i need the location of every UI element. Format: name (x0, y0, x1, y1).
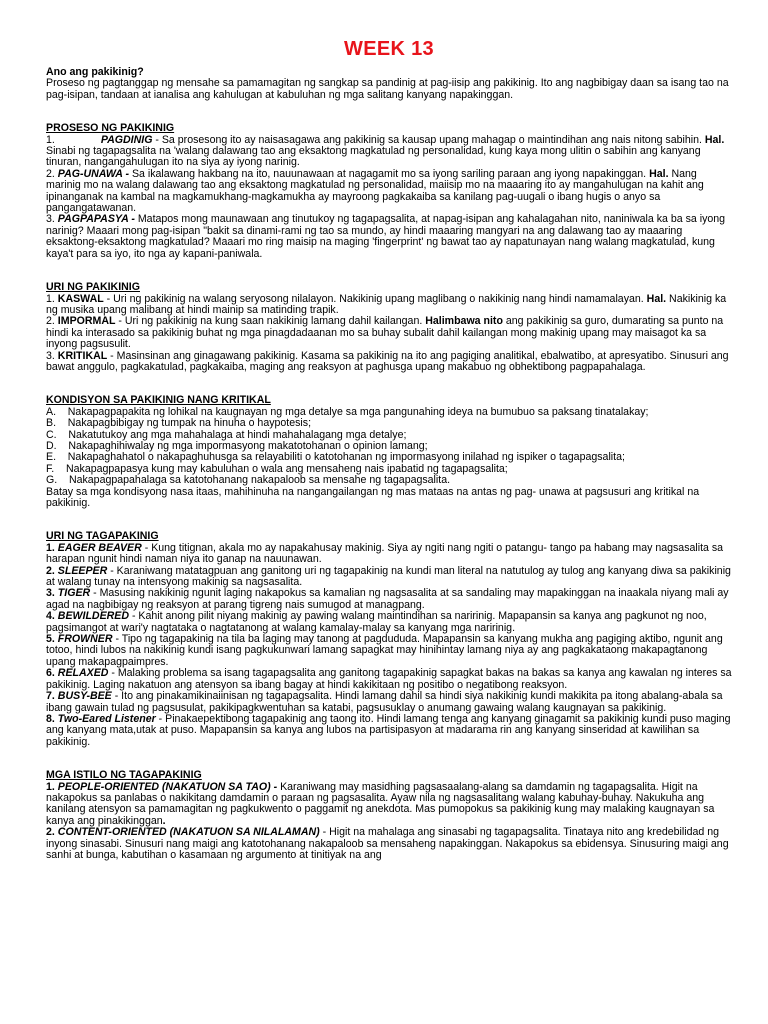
item-term: KRITIKAL (57, 349, 108, 362)
page-title: WEEK 13 (344, 38, 434, 60)
kondisyon-item: F. Nakapagpapasya kung may kabuluhan o wala ang mensaheng nais ipabatid ng tagapagsalita; (46, 462, 508, 475)
uri-tagapakinig-item (46, 714, 732, 748)
item-term: BEWILDERED (57, 610, 130, 623)
uri-pakikinig-list (46, 294, 732, 374)
uri-tagapakinig-item (46, 566, 732, 589)
intro-question: Ano ang pakikinig? (46, 66, 144, 78)
item-term: EAGER BEAVER (57, 541, 142, 554)
item-number: 1. (46, 541, 55, 554)
item-text: - Uri ng pakikinig na kung saan nakikinig lamang dahil kailangan. (115, 315, 426, 328)
item-text: - Tipo ng tagapakinig na tila ba laging may tanong at pagdududa. Mapapansin sa kanyang mukha ang pagiging aktibo, ngunit ang totoo, hindi lubos na nakikinig kundi isang pagkukunwari lamang sapagkat may hinihintay lamang niya ay ang pagkakataong makapagtanong upang makapagpaimpres. (46, 633, 723, 668)
item-number: 2. (46, 167, 55, 180)
item-text: - Karaniwang matatagpuan ang ganitong uri ng tagapakinig na kundi man literal na natutulog ay tulog ang kanyang diwa sa pakikinig at walang tunay na intensyong makinig sa nagsasalita. (46, 564, 731, 589)
item-term: FROWNER (57, 633, 113, 646)
item-term: PAGDINIG (100, 133, 153, 146)
uri-tagapakinig-item (46, 543, 732, 566)
item-example-label: Hal. (704, 133, 725, 146)
item-number: 8. (46, 712, 55, 725)
uri-pakikinig-item (46, 294, 732, 317)
item-text: - Malaking problema sa isang tagapagsalita ang ganitong tagapakinig sapagkat bakas na bakas sa kanya ang kawalan ng interes sa pakikinig. Laging nakatuon ang atensyon sa ibang bagay at hindi kakikitaan ng positibo o negatibong reaksyon. (46, 667, 732, 691)
item-text: - Sa prosesong ito ay naisasagawa ang pakikinig sa kausap upang mahagap o maintindihan ang nais nitong sabihin. (152, 133, 705, 146)
item-text: - Kung titignan, akala mo ay napakahusay makinig. Siya ay ngiti nang ngiti o patangu- tango pa habang may nagsasalita sa harapan ngunit hindi naman niya ito ganap na nauunawan. (46, 541, 724, 566)
item-number: 1. (46, 133, 55, 146)
item-number: 6. (46, 667, 55, 680)
kondisyon-item: D. Nakapaghihiwalay ng mga impormasyong makatotohanan o opinion lamang; (46, 439, 428, 452)
item-number: 2. (46, 315, 55, 328)
kondisyon-item: G. Nakapagpapahalaga sa katotohanang nakapaloob sa mensahe ng tagapagsalita. (46, 474, 451, 487)
item-text: Sa ikalawang hakbang na ito, nauunawaan at nagagamit mo sa iyong sariling paraan ang iyong napakinggan. (129, 167, 650, 180)
item-number: 3. (46, 587, 55, 600)
uri-tagapakinig-item (46, 668, 732, 691)
istilo-list (46, 782, 732, 862)
item-term: TIGER (57, 587, 91, 600)
item-number: 3. (46, 349, 55, 362)
proseso-item (46, 169, 732, 215)
item-number: 2. (46, 826, 55, 839)
istilo-item (46, 827, 732, 861)
section-heading-uri-tagapakinig: URI NG TAGAPAKINIG (46, 530, 159, 543)
uri-tagapakinig-list (46, 543, 732, 748)
section-heading-istilo: MGA ISTILO NG TAGAPAKINIG (46, 769, 202, 782)
item-text: - Uri ng pakikinig na walang seryosong nilalayon. Nakikinig upang maglibang o nakikinig nang hindi namamalayan. (103, 292, 647, 305)
item-term: SLEEPER (57, 564, 108, 577)
uri-tagapakinig-item (46, 588, 732, 611)
item-text: Matapos mong maunawaan ang tinutukoy ng tagapagsalita, at napag-isipan ang kahalagahan nito, naniniwala ka ba sa iyong narinig? Maaari mong pag-isipan "bakit sa dinami-rami ng tao sa mundo, ay hindi maaaring mangyari na ang dalawang tao ay maaaring eksaktong-eksaktong magkatulad? Maaari mo ring maisip na maging 'fingerprint' ng bawat tao ay napatunayan nang walang magkatulad, kung kaya't para sa iyo, ito nga ay kapani-paniwala. (46, 213, 726, 260)
item-number: 3. (46, 213, 55, 226)
item-term: PEOPLE-ORIENTED (NAKATUON SA TAO) - (57, 780, 278, 793)
kondisyon-item: C. Nakatutukoy ang mga mahahalaga at hindi mahahalagang mga detalye; (46, 428, 407, 441)
kondisyon-item: A. Nakapagpapakita ng lohikal na kaugnayan ng mga detalye sa mga pangunahing ideya na bumubuo sa paksang tinatalakay; (46, 405, 649, 418)
item-term: Two-Eared Listener (57, 712, 156, 725)
item-text: - Ito ang pinakamikinaiinisan ng tagapagsalita. Hindi lamang dahil sa hindi siya nakikinig kundi makikita pa itong abalang-abala sa ibang gawain tulad ng pagsusulat, pakikipagkwentuhan sa katabi, pagsusuklay o anumang gawaing walang kaugnayan sa pakikinig. (46, 690, 723, 714)
proseso-item (46, 135, 732, 169)
proseso-item (46, 214, 732, 260)
item-end: . (162, 814, 166, 827)
item-number: 7. (46, 690, 55, 703)
item-term: PAG-UNAWA - (57, 167, 130, 180)
item-example-label: Halimbawa nito (425, 315, 503, 328)
item-number: 1. (46, 780, 55, 793)
item-text: Nang marinig mo na walang dalawang tao ang eksaktong magkatulad ng personalidad, maiisip mo na maaaring ito ay mangahulugan na kahit ang ipinanganak na kambal na magkamukhang-magkamukha ay mayroong pagkakaiba sa kanilang pag-uugali o ibang hugis o anyo sa pangangatawanan. (46, 167, 704, 215)
uri-tagapakinig-item (46, 634, 732, 668)
item-term: BUSY-BEE (57, 690, 112, 703)
item-text: Sinabi ng tagapagsalita na 'walang dalawang tao ang eksaktong magkatulad ng personalidad, kung kaya mong ulitin o sabihin ang kanyang tinuran, nangangahulugan ito na siya ay iyong narinig. (46, 145, 701, 169)
item-term: IMPORMAL (57, 315, 116, 328)
section-heading-kondisyon: KONDISYON SA PAKIKINIG NANG KRITIKAL (46, 394, 271, 407)
item-text: - Kahit anong pilit niyang makinig ay pawing walang maintindihan sa naririnig. Mapapansin sa kanya ang pagkunot ng noo, pagsimangot at wari'y nagtataka o nagtatanong at walang kamalay-malay sa kanyang mga naririnig. (46, 610, 707, 634)
kondisyon-item: B. Nakapagbibigay ng tumpak na hinuha o haypotesis; (46, 417, 312, 430)
item-text: - Masinsinan ang ginagawang pakikinig. Kasama sa pakikinig na ito ang pagiging analitikal, ebalwatibo, at apresyatibo. Sinusuri ang bawat anggulo, pagkakatulad, pagkakaiba, maging ang reaksyon at paghusga upang makabuo ng obhektibong pagpapahalaga. (46, 349, 729, 373)
item-example-label: Hal. (646, 292, 667, 305)
kondisyon-list (46, 407, 732, 487)
item-text: - Masusing nakikinig ngunit laging nakapokus sa kamalian ng nagsasalita at sa sandaling may mapakinggan na inaakala niyang mali ay agad na nagbibigay ng reaksyon at parang tigreng nais sumugod at managpang. (46, 587, 729, 611)
kondisyon-item: E. Nakapaghahatol o nakapaghuhusga sa relayabiliti o katotohanan ng impormasyong inilahad ng ispiker o tagapagsalita; (46, 451, 625, 464)
uri-pakikinig-item (46, 316, 732, 350)
item-text: Nakikinig ka ng musika upang malibang at hindi mainip sa matinding trapik. (46, 292, 727, 316)
item-term: KASWAL (57, 292, 104, 305)
document-body (46, 67, 732, 861)
item-example-label: Hal. (649, 167, 669, 180)
item-text: - Higit na mahalaga ang sinasabi ng tagapagsalita. Tinataya nito ang kredebilidad ng inyong sinasabi. Sinusuri nang maigi ang katotohanang nakapaloob sa mensaheng napakinggan. Nakapokus sa ebidensya. Sinusuring maigi ang sanhi at bunga, kabutihan o kasamaan ng argumento at tinitiyak na ang (46, 826, 729, 861)
item-text: Karaniwang may masidhing pagsasaalang-alang sa damdamin ng tagapagsalita. Higit na nakapokus sa panlabas o nakikitang damdamin o paraan ng pagsasalita. Ayaw nila ng nagsasalitang walang kabuhay-buhay. Nakukuha ang kanilang atensyon sa pamamagitan ng pagkukwento o paggamit ng anekdota. Mas pumopokus sa pakikinig kung may malaking kaugnayan sa kanya ang pinakikinggan (46, 780, 715, 827)
section-heading-proseso: PROSESO NG PAKIKINIG (46, 122, 175, 135)
intro-text: Proseso ng pagtanggap ng mensahe sa pamamagitan ng sangkap sa pandinig at pag-iisip ang pakikinig. Ito ang nagbibigay daan sa isang tao na pag-isipan, tandaan at ianalisa ang kahulugan at kabuluhan ng mga salitang kanyang napakinggan. (46, 77, 729, 101)
uri-tagapakinig-item (46, 611, 732, 634)
item-text: - Pinakaepektibong tagapakinig ang taong ito. Hindi lamang tenga ang kanyang ginagamit sa pakikinig kundi puso maging ang kanyang mata,utak at puso. Mapapansin sa kanya ang lubos na partisipasyon at madarama rin ang kanyang sinseridad at kawilihan sa pakikinig. (46, 712, 731, 748)
item-term: CONTENT-ORIENTED (NAKATUON SA NILALAMAN) (57, 826, 320, 839)
proseso-list (46, 135, 732, 260)
item-number: 4. (46, 610, 55, 623)
item-number: 2. (46, 564, 55, 577)
istilo-item (46, 782, 732, 828)
kondisyon-closing: Batay sa mga kondisyong nasa itaas, mahihinuha na nangangailangan ng mas mataas na antas ng pag- unawa at pagsusuri ang kritikal na pakikinig. (46, 485, 700, 509)
uri-tagapakinig-item (46, 691, 732, 714)
uri-pakikinig-item (46, 351, 732, 374)
item-number: 1. (46, 292, 55, 305)
item-number: 5. (46, 633, 55, 646)
section-heading-uri-pakikinig: URI NG PAKIKINIG (46, 281, 140, 294)
item-text: ang pakikinig sa guro, dumarating sa punto na hindi ka interasado sa pakikinig buhat ng mga pinagdadaanan mo sa buhay subalit dahil kailangan mong makinig upang may maisagot ka sa inyong pagsusulit. (46, 315, 724, 351)
item-term: PAGPAPASYA - (57, 213, 135, 226)
item-term: RELAXED (57, 667, 109, 680)
